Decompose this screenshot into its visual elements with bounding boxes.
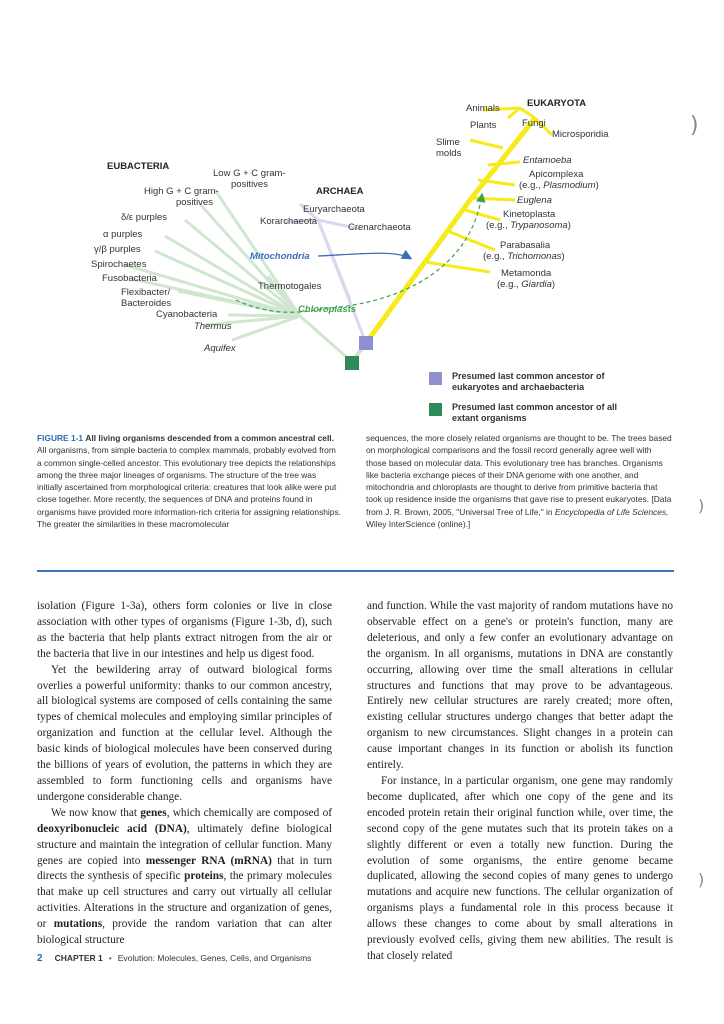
text-run: , ultimately define biological structure and maintain the integration of cellular function. Many genes are copied into (37, 822, 332, 867)
body-paragraph (37, 806, 332, 949)
taxon-fusobacteria: Fusobacteria (102, 273, 157, 284)
figure-caption-right (366, 432, 672, 530)
taxon-fungi: Fungi (522, 118, 546, 129)
taxon-flexibacter-bacteroides (121, 287, 171, 309)
legend-purple-text: Presumed last common ancestor of eukaryotes and archaebacteria (452, 371, 605, 392)
eg-prefix: (e.g., (483, 251, 508, 262)
purple-square-icon (429, 372, 442, 385)
taxon-gamma-beta-purples: γ/β purples (94, 244, 141, 255)
chapter-title: Evolution: Molecules, Genes, Cells, and Organisms (117, 953, 312, 963)
legend-purple (429, 371, 642, 393)
last-universal-ancestor-marker (345, 356, 359, 370)
taxon-delta-epsilon-purples: δ/ε purples (121, 212, 167, 223)
caption-left-text: All organisms, from simple bacteria to complex mammals, probably evolved from a common single-celled ancestor. This evolutionary tree depicts the relationships among the three major lineages of organisms. The structure of the tree was initially ascertained from morphological criteria: creatures that look alike were put close together. More recently, the sequences of DNA and proteins found in organisms have provided more information-rich criteria for assigning relationships. The greater the similarities in these macromolecular (37, 445, 341, 530)
taxon-euglena: Euglena (517, 195, 552, 206)
eg-prefix: (e.g., (519, 180, 544, 191)
body-paragraph: and function. While the vast majority of random mutations have no observable effect on a gene's or protein's function, many are deleterious, and only a few confer an evolutionary advantage on the organism. In all organisms, mutations in DNA are constantly occurring, allowing over time the small alterations in cellular structures and functions that may prove to be advantageous. Entirely new cellular structures are rarely created; more often, existing cellular structures undergo changes that better adapt the organism to new circumstances. Slight changes in a protein can cause important changes in its function or abolish its function entirely. (367, 600, 673, 772)
text-run: , the primary molecules that make up cell structures and carry out virtually all cellular activities. Alterations in the structure and organization of genes, or (37, 870, 332, 931)
flexibacter-line1: Flexibacter/ (121, 287, 171, 298)
term-proteins: proteins (184, 870, 224, 883)
taxon-slime-molds (436, 137, 461, 159)
chloroplasts-label: Chloroplasts (298, 304, 357, 315)
taxon-metamonda-example (497, 279, 555, 290)
taxon-slime-molds-line1: Slime (436, 137, 460, 148)
caption-divider (37, 570, 674, 572)
taxon-aquifex: Aquifex (204, 343, 236, 354)
eg-suffix: ) (561, 251, 565, 262)
eubacteria-label: EUBACTERIA (107, 161, 170, 172)
taxon-microsporidia: Microsporidia (552, 129, 609, 140)
figure-caption-left (37, 432, 342, 530)
eg-trypanosoma: Trypanosoma (510, 220, 568, 231)
mitochondria-label: Mitochondria (250, 251, 310, 262)
taxon-kinetoplasta: Kinetoplasta (503, 209, 556, 220)
taxon-crenarchaeota: Crenarchaeota (348, 222, 411, 233)
taxon-animals: Animals (466, 103, 500, 114)
taxon-spirochaetes: Spirochaetes (91, 259, 147, 270)
body-paragraph: Yet the bewildering array of outward biological forms overlies a powerful uniformity: thanks to our common ancestry, all biological systems are composed of cells containing the same types of chemical molecules and employing similar principles of organization and function at the cellular level. Although the basic kinds of biological molecules have been conserved during the billions of years of evolution, the patterns in which they are assembled to form functioning cells and organisms have undergone considerable change. (37, 663, 332, 803)
eukaryota-label: EUKARYOTA (527, 98, 587, 109)
figure-label: FIGURE 1-1 (37, 433, 84, 443)
body-paragraph: isolation (Figure 1-3a), others form colonies or live in close association with other types of organisms (Figure 1-3b, d), such as the bacteria that help plants extract nitrogen from the air or the bacteria that live in our intestines and help us digest food. (37, 600, 332, 660)
low-gc-line2: positives (231, 179, 268, 190)
page-footer (37, 953, 311, 964)
flexibacter-line2: Bacteroides (121, 298, 172, 309)
figure-title: All living organisms descended from a common ancestral cell. (85, 433, 334, 443)
taxon-euryarchaeota: Euryarchaeota (303, 204, 365, 215)
taxon-apicomplexa-name: Apicomplexa (529, 169, 584, 180)
taxon-apicomplexa-example (519, 180, 599, 191)
taxon-metamonda: Metamonda (501, 268, 552, 279)
taxon-low-gc-gram-positives (213, 168, 286, 190)
taxon-apicomplexa (529, 169, 583, 180)
term-genes: genes (140, 806, 167, 819)
high-gc-line1: High G + C gram- (144, 186, 219, 197)
taxon-cyanobacteria: Cyanobacteria (156, 309, 218, 320)
body-paragraph: For instance, in a particular organism, one gene may randomly become duplicated, after which one copy of the gene and its encoded protein retain their original function while, over time, the second copy of the gene mutates such that its protein takes on a slightly different or even a totally new function. During the evolution of some organisms, the entire genome became duplicated, allowing the second copies of many genes to undergo mutations and acquire new functions. The cellular organization of organisms plays a fundamental role in this process because it allows these changes to come about by small alterations in previously evolved cells, giving them new abilities. The result is that closely related (367, 774, 673, 962)
term-mrna: messenger RNA (mRNA) (145, 854, 272, 867)
eg-prefix: (e.g., (486, 220, 511, 231)
page-number: 2 (37, 953, 43, 964)
caption-citation-end: Wiley InterScience (online).] (366, 519, 471, 530)
body-column-left (37, 599, 332, 949)
eg-giardia: Giardia (521, 279, 552, 290)
eg-suffix: ) (551, 279, 556, 290)
binding-hole-mark: ) (698, 496, 705, 515)
legend-green-text: Presumed last common ancestor of all extant organisms (452, 402, 618, 423)
body-column-right (367, 599, 673, 965)
taxon-parabasalia-example (483, 251, 565, 262)
taxon-high-gc-gram-positives (144, 186, 219, 208)
binding-hole-mark: ) (698, 870, 705, 889)
caption-citation-title: Encyclopedia of Life Sciences, (554, 506, 669, 517)
taxon-thermotogales: Thermotogales (258, 281, 322, 292)
binding-hole-mark: ) (690, 113, 699, 138)
archaea-label: ARCHAEA (316, 186, 364, 197)
eg-trichomonas: Trichomonas (507, 251, 562, 262)
taxon-parabasalia: Parabasalia (500, 240, 551, 251)
taxon-plants: Plants (470, 120, 497, 131)
taxon-thermus: Thermus (194, 321, 232, 332)
evolutionary-tree-graphic (0, 0, 724, 430)
legend-green (429, 402, 642, 424)
eg-suffix: ) (567, 220, 571, 231)
taxon-entamoeba: Entamoeba (523, 155, 572, 166)
taxon-korarchaeota: Korarchaeota (260, 216, 318, 227)
taxon-kinetoplasta-example (486, 220, 571, 231)
eg-prefix: (e.g., (497, 279, 522, 290)
chapter-label: CHAPTER 1 (54, 953, 103, 963)
text-run: We now know that (51, 806, 141, 819)
green-square-icon (429, 403, 442, 416)
text-run: that in turn directs the synthesis of specific (37, 854, 333, 883)
caption-right-text: sequences, the more closely related organisms are thought to be. The trees based on morphological comparisons and the fossil record generally agree well with those based on molecular data. This evolutionary tree has branches. Organisms like bacteria exchange pieces of their DNA genome with one another, and mitochondria and chloroplasts are thought to derive from primitive bacteria that took up residence inside the organisms that gave rise to present eukaryotes. [Data from J. R. Brown, 2005, "Universal Tree of Life," in (366, 433, 672, 517)
taxon-alpha-purples: α purples (103, 229, 143, 240)
term-mutations: mutations (53, 918, 103, 931)
archaeal-eukaryote-ancestor-marker (359, 336, 373, 350)
term-dna: deoxyribonucleic acid (DNA) (37, 822, 187, 835)
footer-separator: • (108, 953, 112, 963)
text-run: , provide the random variation that can alter biological structure (37, 918, 332, 947)
eg-plasmodium: Plasmodium (543, 180, 596, 191)
low-gc-line1: Low G + C gram- (213, 168, 286, 179)
text-run: , which chemically are composed of (166, 806, 332, 819)
taxon-slime-molds-line2: molds (436, 148, 462, 159)
eg-suffix: ) (595, 180, 599, 191)
high-gc-line2: positives (176, 197, 213, 208)
